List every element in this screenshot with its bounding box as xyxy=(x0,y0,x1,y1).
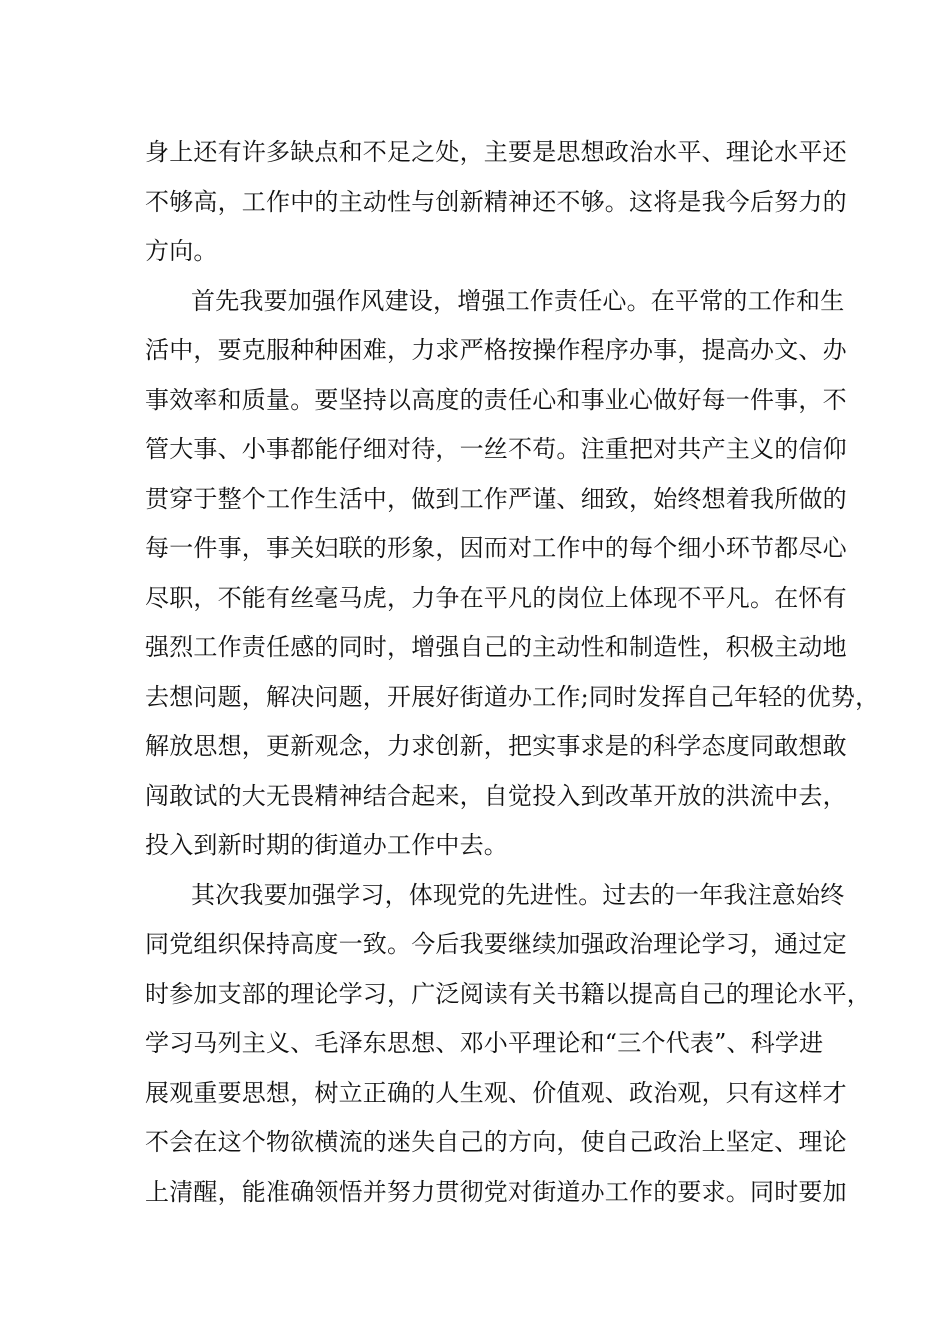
text-line: 尽职，不能有丝毫马虎，力争在平凡的岗位上体现不平凡。在怀有 xyxy=(145,583,847,612)
text-line: 投入到新时期的街道办工作中去。 xyxy=(145,831,508,859)
text-line: 解放思想，更新观念，力求创新，把实事求是的科学态度同敢想敢 xyxy=(145,732,847,760)
text-line: 事效率和质量。要坚持以高度的责任心和事业心做好每一件事，不 xyxy=(145,385,847,414)
text-line: 上清醒，能准确领悟并努力贯彻党对街道办工作的要求。同时要加 xyxy=(145,1177,847,1206)
text-line: 闯敢试的大无畏精神结合起来，自觉投入到改革开放的洪流中去， xyxy=(145,781,847,810)
text-line: 不会在这个物欲横流的迷失自己的方向，使自己政治上坚定、理论 xyxy=(145,1128,847,1156)
text-line: 管大事、小事都能仔细对待，一丝不苟。注重把对共产主义的信仰 xyxy=(145,435,847,463)
text-line: 每一件事，事关妇联的形象，因而对工作中的每个细小环节都尽心 xyxy=(145,534,847,562)
text-line: 方向。 xyxy=(145,237,218,265)
text-line: 时参加支部的理论学习，广泛阅读有关书籍以提高自己的理论水平， xyxy=(145,979,871,1008)
text-line: 不够高，工作中的主动性与创新精神还不够。这将是我今后努力的 xyxy=(145,187,847,216)
text-line: 贯穿于整个工作生活中，做到工作严谨、细致，始终想着我所做的 xyxy=(145,484,847,513)
paragraph-first-line: 首先我要加强作风建设，增强工作责任心。在平常的工作和生 xyxy=(191,286,845,315)
text-line: 去想问题，解决问题，开展好街道办工作;同时发挥自己年轻的优势， xyxy=(145,682,880,711)
text-line: 展观重要思想，树立正确的人生观、价值观、政治观，只有这样才 xyxy=(145,1078,847,1107)
text-line: 身上还有许多缺点和不足之处，主要是思想政治水平、理论水平还 xyxy=(145,138,847,166)
text-line: 学习马列主义、毛泽东思想、邓小平理论和“三个代表”、科学进 xyxy=(145,1029,824,1057)
paragraph-first-line: 其次我要加强学习，体现党的先进性。过去的一年我注意始终 xyxy=(191,880,845,909)
body-text xyxy=(145,128,880,1217)
text-line: 活中，要克服种种困难，力求严格按操作程序办事，提高办文、办 xyxy=(145,336,847,364)
text-line: 强烈工作责任感的同时，增强自己的主动性和制造性，积极主动地 xyxy=(145,633,847,661)
text-line: 同党组织保持高度一致。今后我要继续加强政治理论学习，通过定 xyxy=(145,930,847,958)
